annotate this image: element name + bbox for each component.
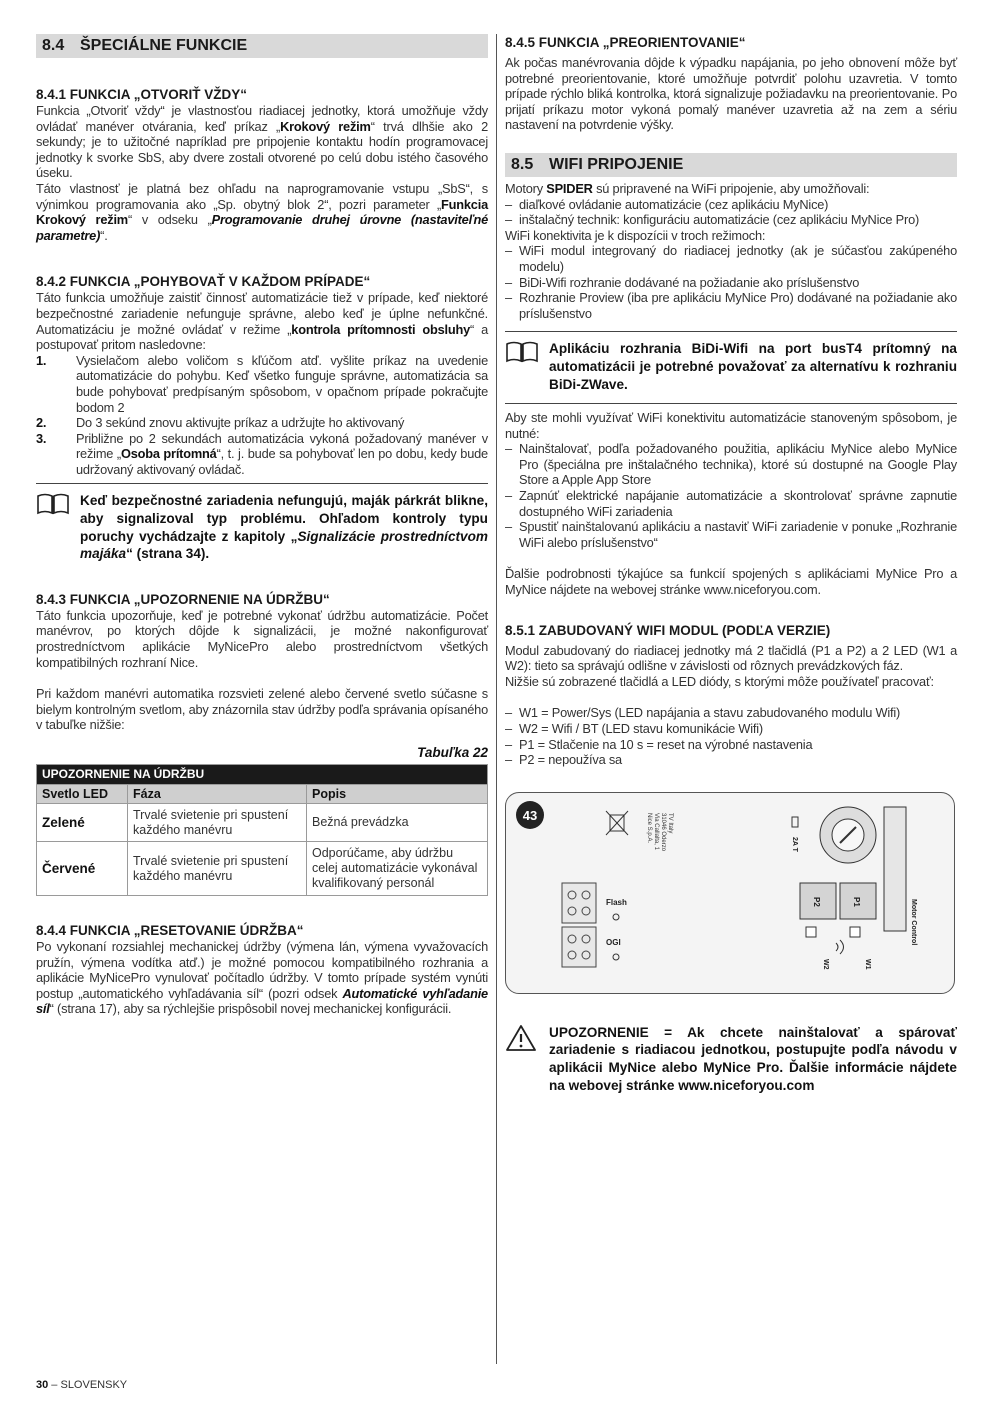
list-item: 1. Vysielačom alebo voličom s kľúčom atď. vyšlite príkaz na uvedenie automatizácie do pohybu. Keď všetko funguje správne, automatizácia sa bude pohybovať predpísaným spôsobom, v opačnom prípade pokračujte bodom 2 xyxy=(36,352,488,415)
list-item: – Zapnúť elektrické napájanie automatizácie a skontrolovať správne zapnutie dostupného WiFi zariadenia xyxy=(505,488,957,519)
list-item: – W2 = Wifi / BT (LED stavu komunikácie Wifi) xyxy=(505,721,763,736)
right-column xyxy=(505,34,957,1094)
book-icon xyxy=(505,340,549,393)
paragraph-wifi-intro: Motory SPIDER sú pripravené na WiFi pripojenie, aby umožňovali: xyxy=(505,180,870,196)
paragraph-reset-maintenance: Po vykonaní rozsiahlej mechanickej údržby (výmena lán, výmena vyvažovacích pružín, výmena vodítka atď.) je možné pomocou kompatibilného rozhrania a aplikácie MyNicePro vynulovať počítadlo údržby. V tomto prípade systém vynúti postup „automatického vyhľadávania síl“ (pozri odsek Automatické vyhľadanie síl“ (strana 17), aby sa rýchlejšie prispôsobil novej mechanickej konfigurácii. xyxy=(36,939,488,1017)
paragraph-wifi-module: Modul zabudovaný do riadiacej jednotky má 2 tlačidlá (P1 a P2) a 2 LED (W1 a W2): tieto sa správajú odlišne v závislosti od rôznych prevádzkových fáz. xyxy=(505,642,957,674)
maker-line: 31046 Oderzo xyxy=(660,812,666,851)
page-number: 30 xyxy=(36,1379,49,1391)
section-title: WIFI PRIPOJENIE xyxy=(549,155,684,173)
list-item: – W1 = Power/Sys (LED napájania a stavu zabudovaného modulu Wifi) xyxy=(505,705,901,721)
p2-label: P2 xyxy=(812,896,821,907)
figure-number: 43 xyxy=(522,807,538,823)
paragraph-wifi-requirements: Aby ste mohli využívať WiFi konektivitu automatizácie stanoveným spôsobom, je nutné: xyxy=(505,410,957,441)
ogi-label: OGI xyxy=(606,937,621,947)
flash-label: Flash xyxy=(606,897,627,907)
section-heading-8-5 xyxy=(505,153,957,177)
paragraph-open-always-note: Táto vlastnosť je platná bez ohľadu na naprogramovanie vstupu „SbS“, s výnimkou programovania ako „Sp. obytný blok 2“, pozri parameter „Funkcia Krokový režim“ v odseku „Programovanie druhej úrovne (nastaviteľné parametre)“. xyxy=(36,180,488,243)
column-header: Fáza xyxy=(128,785,307,804)
table-header: UPOZORNENIE NA ÚDRŽBU xyxy=(37,765,488,785)
heading-8-4-2: 8.4.2 FUNKCIA „POHYBOVAŤ V KAŽDOM PRÍPADE“ xyxy=(36,274,371,290)
paragraph-open-always: Funkcia „Otvoriť vždy“ je vlastnosťou riadiacej jednotky, ktorá umožňuje vždy ovládať manéver otvárania, keď príkaz „Krokový režim“ trvá dlhšie ako 2 sekundy; je to užitočné napríklad pre pripojenie kontaktu hodín programovacej jednotky k svorke SbS, aby dvere zostali otvorené po celú dobu istého časového úseku. xyxy=(36,103,489,181)
paragraph-wifi-modes: WiFi konektivita je k dispozícii v troch režimoch: xyxy=(505,227,766,243)
list-item: 2. Do 3 sekúnd znovu aktivujte príkaz a udržujte ho aktivovaný xyxy=(36,415,405,431)
list-item: 3. Približne po 2 sekundách automatizácia vykoná požadovaný manéver v režime „Osoba prítomná“, t. j. bude sa pohybovať len po dobu, kedy bude udržovaný aktivovaný ovládač. xyxy=(36,430,488,477)
paragraph-move-anyway: Táto funkcia umožňuje zaistiť činnosť automatizácie tiež v prípade, keď niektoré bezpečnostné zariadenie nefunguje správne, alebo keď je úplne nefunkčné. Automatizáciu je možné ovládať v režime „kontrola prítomnosti obsluhy“ a postupovať pritom nasledovne: xyxy=(36,290,488,353)
motor-control-label: Motor Control xyxy=(910,898,917,946)
fuse-label: 2A T xyxy=(791,836,798,852)
section-heading-8-4 xyxy=(36,34,488,58)
list-item: – BiDi-Wifi rozhranie dodávané na požiadanie ako príslušenstvo xyxy=(505,274,860,290)
book-icon xyxy=(36,492,80,562)
heading-8-4-1: 8.4.1 FUNKCIA „OTVORIŤ VŽDY“ xyxy=(36,87,248,102)
column-header: Popis xyxy=(307,785,488,804)
p1-label: P1 xyxy=(852,896,861,907)
list-item: – Rozhranie Proview (iba pre aplikáciu MyNice Pro) dodávané na požiadanie ako príslušenstvo xyxy=(505,290,957,321)
buttons-leds-list xyxy=(505,705,957,767)
left-column xyxy=(36,34,488,1017)
w1-label: W1 xyxy=(864,958,871,970)
control-board-illustration xyxy=(506,793,954,993)
w2-label: W2 xyxy=(822,958,829,970)
list-item: – diaľkové ovládanie automatizácie (cez aplikáciu MyNice) xyxy=(505,196,829,212)
table-caption: Tabuľka 22 xyxy=(417,745,488,760)
wifi-modes-list xyxy=(505,243,957,321)
warning-icon xyxy=(505,1024,549,1094)
paragraph-maintenance-lights: Pri každom manévri automatika rozsvieti zelené alebo červené svetlo súčasne s bielym kontrolným svetlom, aby znázornila stav údržby podľa správania opísaného v tabuľke nižšie: xyxy=(36,686,488,733)
list-item: – WiFi modul integrovaný do riadiacej jednotky (ak je súčasťou zakúpeného modelu) xyxy=(505,243,957,274)
heading-8-4-3: 8.4.3 FUNKCIA „UPOZORNENIE NA ÚDRŽBU“ xyxy=(36,591,330,607)
list-item: – Spustiť nainštalovanú aplikáciu a nastaviť WiFi zariadenie v ponuke „Rozhranie WiFi alebo príslušenstvo“ xyxy=(505,519,957,550)
maker-line: Via Callalta, 1 xyxy=(653,812,659,850)
column-header: Svetlo LED xyxy=(37,785,128,804)
page-footer xyxy=(36,1379,127,1391)
list-item: – Nainštalovať, podľa požadovaného použitia, aplikáciu MyNice alebo MyNice Pro (špeciálna pre inštalačného technika), ktoré sú dostupné na Google Play Store a Apple App Store xyxy=(505,441,957,488)
heading-8-5-1: 8.5.1 ZABUDOVANÝ WIFI MODUL (PODĽA VERZIE) xyxy=(505,622,831,638)
paragraph-maintenance: Táto funkcia upozorňuje, keď je potrebné vykonať údržbu automatizácie. Počet manévrov, po ktorých dôjde k signalizácii, je možné nakonfigurovať prostredníctvom aplikácie MyNicePro alebo prostredníctvom všetkých kompatibilných rozhraní Nice. xyxy=(36,607,488,670)
note-safety-devices: Keď bezpečnostné zariadenia nefungujú, maják párkrát blikne, aby signalizoval typ problému. Ohľadom kontroly typu poruchy vychádzajte z kapitoly „Signalizácie prostredníctvom majáka“ (strana 34). xyxy=(36,483,488,562)
wifi-uses-list xyxy=(505,197,957,228)
list-item: – inštalačný technik: konfiguráciu automatizácie (cez aplikáciu MyNice Pro) xyxy=(505,212,920,228)
heading-8-4-4: 8.4.4 FUNKCIA „RESETOVANIE ÚDRŽBA“ xyxy=(36,923,304,938)
paragraph-more-info: Ďalšie podrobnosti týkajúce sa funkcií spojených s aplikáciami MyNice Pro a MyNice nájdete na webovej stránke www.niceforyou.com. xyxy=(505,566,957,598)
heading-8-4-5: 8.4.5 FUNKCIA „PREORIENTOVANIE“ xyxy=(505,35,746,50)
list-item: – P2 = nepoužíva sa xyxy=(505,752,622,768)
list-item: – P1 = Stlačenie na 10 s = reset na výrobné nastavenia xyxy=(505,736,813,752)
wifi-steps-list xyxy=(505,441,957,550)
table-row: Zelené Trvalé svietenie pri spustení každého manévru Bežná prevádzka xyxy=(37,804,488,842)
maintenance-table xyxy=(36,764,488,896)
steps-list xyxy=(36,353,488,478)
maker-line: Nice S.p.A. xyxy=(646,812,652,843)
section-number: 8.4 xyxy=(42,37,65,54)
note-bidi-wifi: Aplikáciu rozhrania BiDi-Wifi na port busT4 prítomný na automatizácii je potrebné považovať za alternatívu k rozhraniu BiDi-ZWave. xyxy=(505,331,957,393)
maker-line: TV Italy xyxy=(667,812,673,834)
paragraph-buttons-leds: Nižšie sú zobrazené tlačidlá a LED diódy, s ktorými môže používateľ pracovať: xyxy=(505,673,934,689)
table-row: Červené Trvalé svietenie pri spustení každého manévru Odporúčame, aby údržbu celej automatizácie vykonával kvalifikovaný personál xyxy=(37,842,488,896)
column-divider xyxy=(496,34,497,1364)
language-label: – SLOVENSKY xyxy=(48,1379,128,1391)
figure-43-board xyxy=(505,792,955,994)
section-number: 8.5 xyxy=(511,155,534,173)
section-title: ŠPECIÁLNE FUNKCIE xyxy=(80,37,248,54)
warning-pairing: UPOZORNENIE = Ak chcete nainštalovať a spárovať zariadenie s riadiacou jednotkou, postupujte podľa návodu v aplikácii MyNice alebo MyNice Pro. Ďalšie informácie nájdete na webovej stránke www.niceforyou.com xyxy=(505,1016,957,1094)
paragraph-reorientation: Ak počas manévrovania dôjde k výpadku napájania, po jeho obnovení môže byť potrebné preorientovanie, ktoré umožňuje potvrdiť polohu uzavretia. V tomto prípade rýchlo bliká kontrolka, ktorá signalizuje požiadavku na preorientovanie. Po prijatí príkazu motor vykoná pomalý manéver uzavretia až na zem a sériu nastavení na potvrdenie výšky. xyxy=(505,55,957,133)
